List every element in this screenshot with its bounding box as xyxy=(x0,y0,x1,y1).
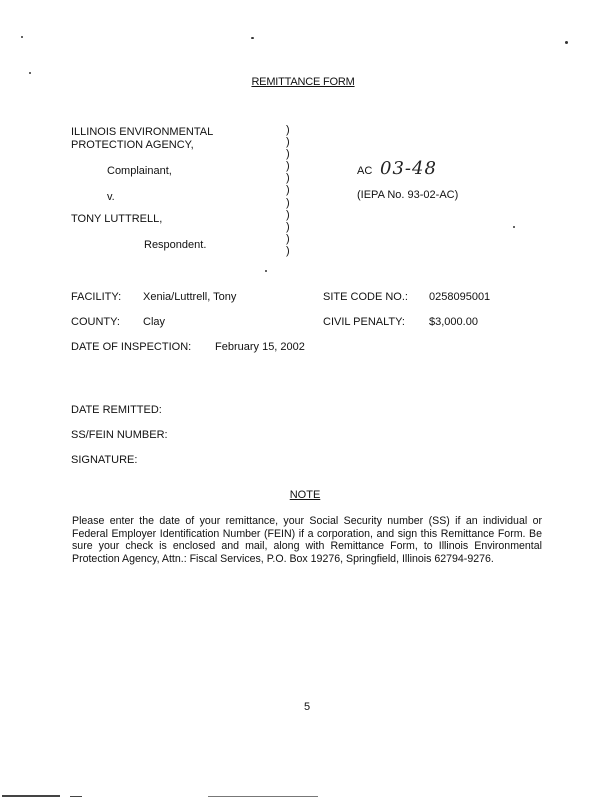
page-number: 5 xyxy=(303,701,311,713)
caption-parentheses: ) ) ) ) ) ) ) ) ) ) ) xyxy=(286,124,290,257)
case-prefix: AC xyxy=(357,165,373,177)
county-label: COUNTY: xyxy=(71,316,120,328)
date-remitted-label: DATE REMITTED: xyxy=(71,404,162,416)
civil-penalty-value: $3,000.00 xyxy=(429,316,478,328)
scan-edge-mark xyxy=(70,796,82,797)
complainant-name-line2: PROTECTION AGENCY, xyxy=(71,139,194,151)
scan-speck xyxy=(29,72,31,74)
iepa-number: (IEPA No. 93-02-AC) xyxy=(357,189,459,201)
respondent-name: TONY LUTTRELL, xyxy=(71,213,163,225)
complainant-name-line1: ILLINOIS ENVIRONMENTAL xyxy=(71,126,214,138)
county-value: Clay xyxy=(143,316,166,328)
site-code-label: SITE CODE NO.: xyxy=(323,291,408,303)
facility-label: FACILITY: xyxy=(71,291,122,303)
form-title: REMITTANCE FORM xyxy=(251,76,355,88)
complainant-label: Complainant, xyxy=(107,165,172,177)
facility-value: Xenia/Luttrell, Tony xyxy=(143,291,237,303)
handwritten-case-number: 03-48 xyxy=(380,158,437,179)
inspection-date-value: February 15, 2002 xyxy=(215,341,305,353)
ss-fein-label: SS/FEIN NUMBER: xyxy=(71,429,168,441)
civil-penalty-label: CIVIL PENALTY: xyxy=(323,316,405,328)
inspection-date-label: DATE OF INSPECTION: xyxy=(71,341,192,353)
scan-speck xyxy=(265,270,267,272)
note-body: Please enter the date of your remittance, your Social Security number (SS) if an individual or Federal Employer Identification Number (FEIN) if a corporation, and sign this Remittance Form. Be sure your check is enclosed and mail, along with Remittance Form, to Illinois Environmental Protection Agency, Attn.: Fiscal Services, P.O. Box 19276, Springfield, Illinois 62794-9276. xyxy=(72,515,542,565)
scan-speck xyxy=(21,36,23,38)
scan-speck xyxy=(251,37,254,39)
scan-edge-mark xyxy=(2,795,60,797)
note-heading: NOTE xyxy=(289,489,321,501)
site-code-value: 0258095001 xyxy=(429,291,491,303)
versus-label: v. xyxy=(107,191,115,203)
scan-speck xyxy=(565,41,568,44)
scan-speck xyxy=(513,226,515,228)
respondent-label: Respondent. xyxy=(144,239,207,251)
signature-label: SIGNATURE: xyxy=(71,454,138,466)
scan-edge-mark xyxy=(208,796,318,797)
